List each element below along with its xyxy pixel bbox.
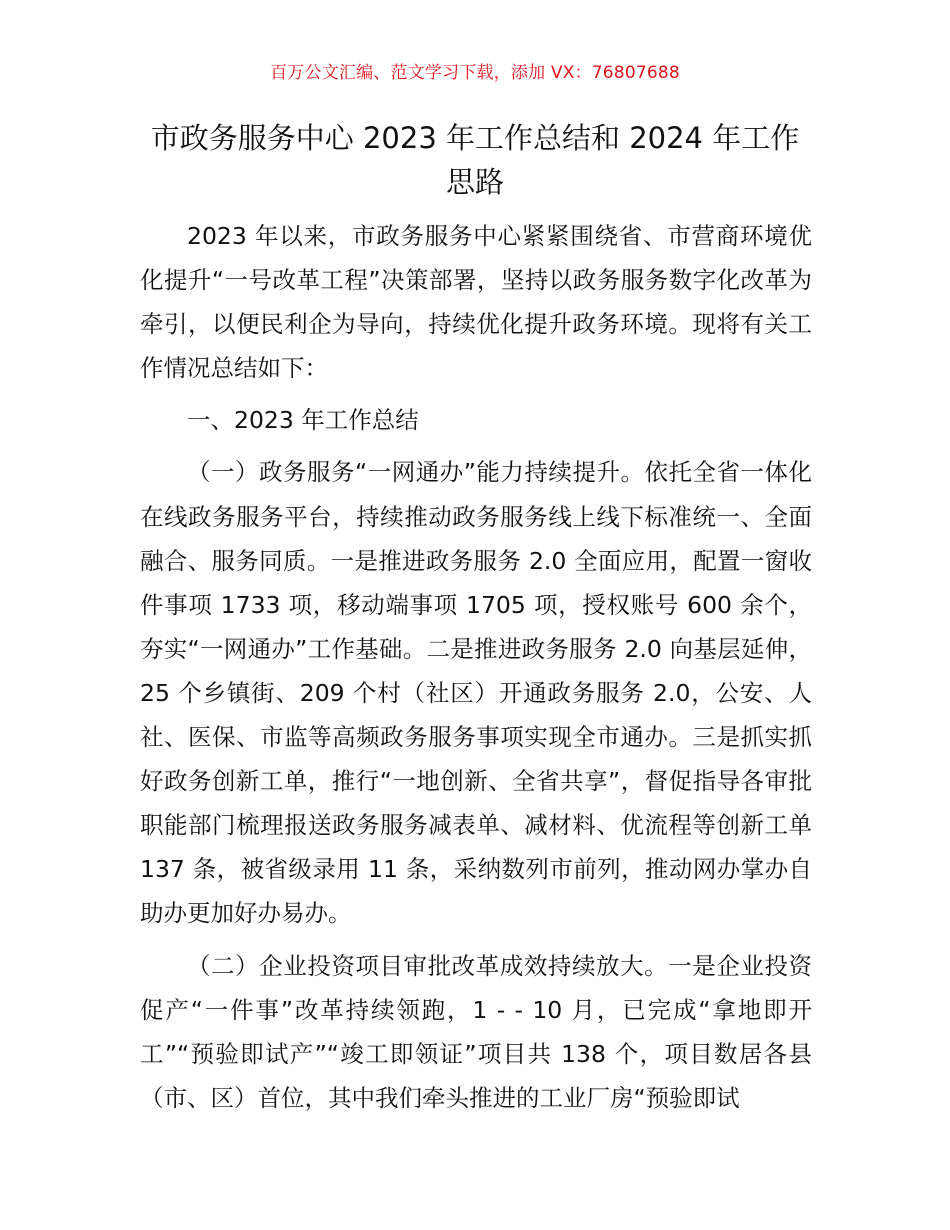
section-2-paragraph: （二）企业投资项目审批改革成效持续放大。一是企业投资促产“一件事”改革持续领跑，1 - - 10 月，已完成“拿地即开工”“预验即试产”“竣工即领证”项目共 138 个，项目数居各县（市、区）首位，其中我们牵头推进的工业厂房“预验即试: [140, 951, 812, 1112]
intro-paragraph: 2023 年以来，市政务服务中心紧紧围绕省、市营商环境优化提升“一号改革工程”决策部署，坚持以政务服务数字化改革为牵引，以便民利企为导向，持续优化提升政务环境。现将有关工作情况总结如下：: [140, 222, 812, 383]
watermark-text: 百万公文汇编、范文学习下载，添加 VX：76807688: [270, 63, 680, 83]
document-body: [140, 214, 812, 1120]
document-title: 市政务服务中心 2023 年工作总结和 2024 年工作思路: [150, 121, 800, 199]
section-1-paragraph: （一）政务服务“一网通办”能力持续提升。依托全省一体化在线政务服务平台，持续推动政务服务线上线下标准统一、全面融合、服务同质。一是推进政务服务 2.0 全面应用，配置一窗收件事项 1733 项，移动端事项 1705 项，授权账号 600 余个，夯实“一网通办”工作基础。二是推进政务服务 2.0 向基层延伸，25 个乡镇街、209 个村（社区）开通政务服务 2.0，公安、人社、医保、市监等高频政务服务事项实现全市通办。三是抓实抓好政务创新工单，推行“一地创新、全省共享”，督促指导各审批职能部门梳理报送政务服务减表单、减材料、优流程等创新工单 137 条，被省级录用 11 条，采纳数列市前列，推动网办掌办自助办更加好办易办。: [140, 458, 812, 928]
section-heading: 一、2023 年工作总结: [187, 406, 419, 435]
